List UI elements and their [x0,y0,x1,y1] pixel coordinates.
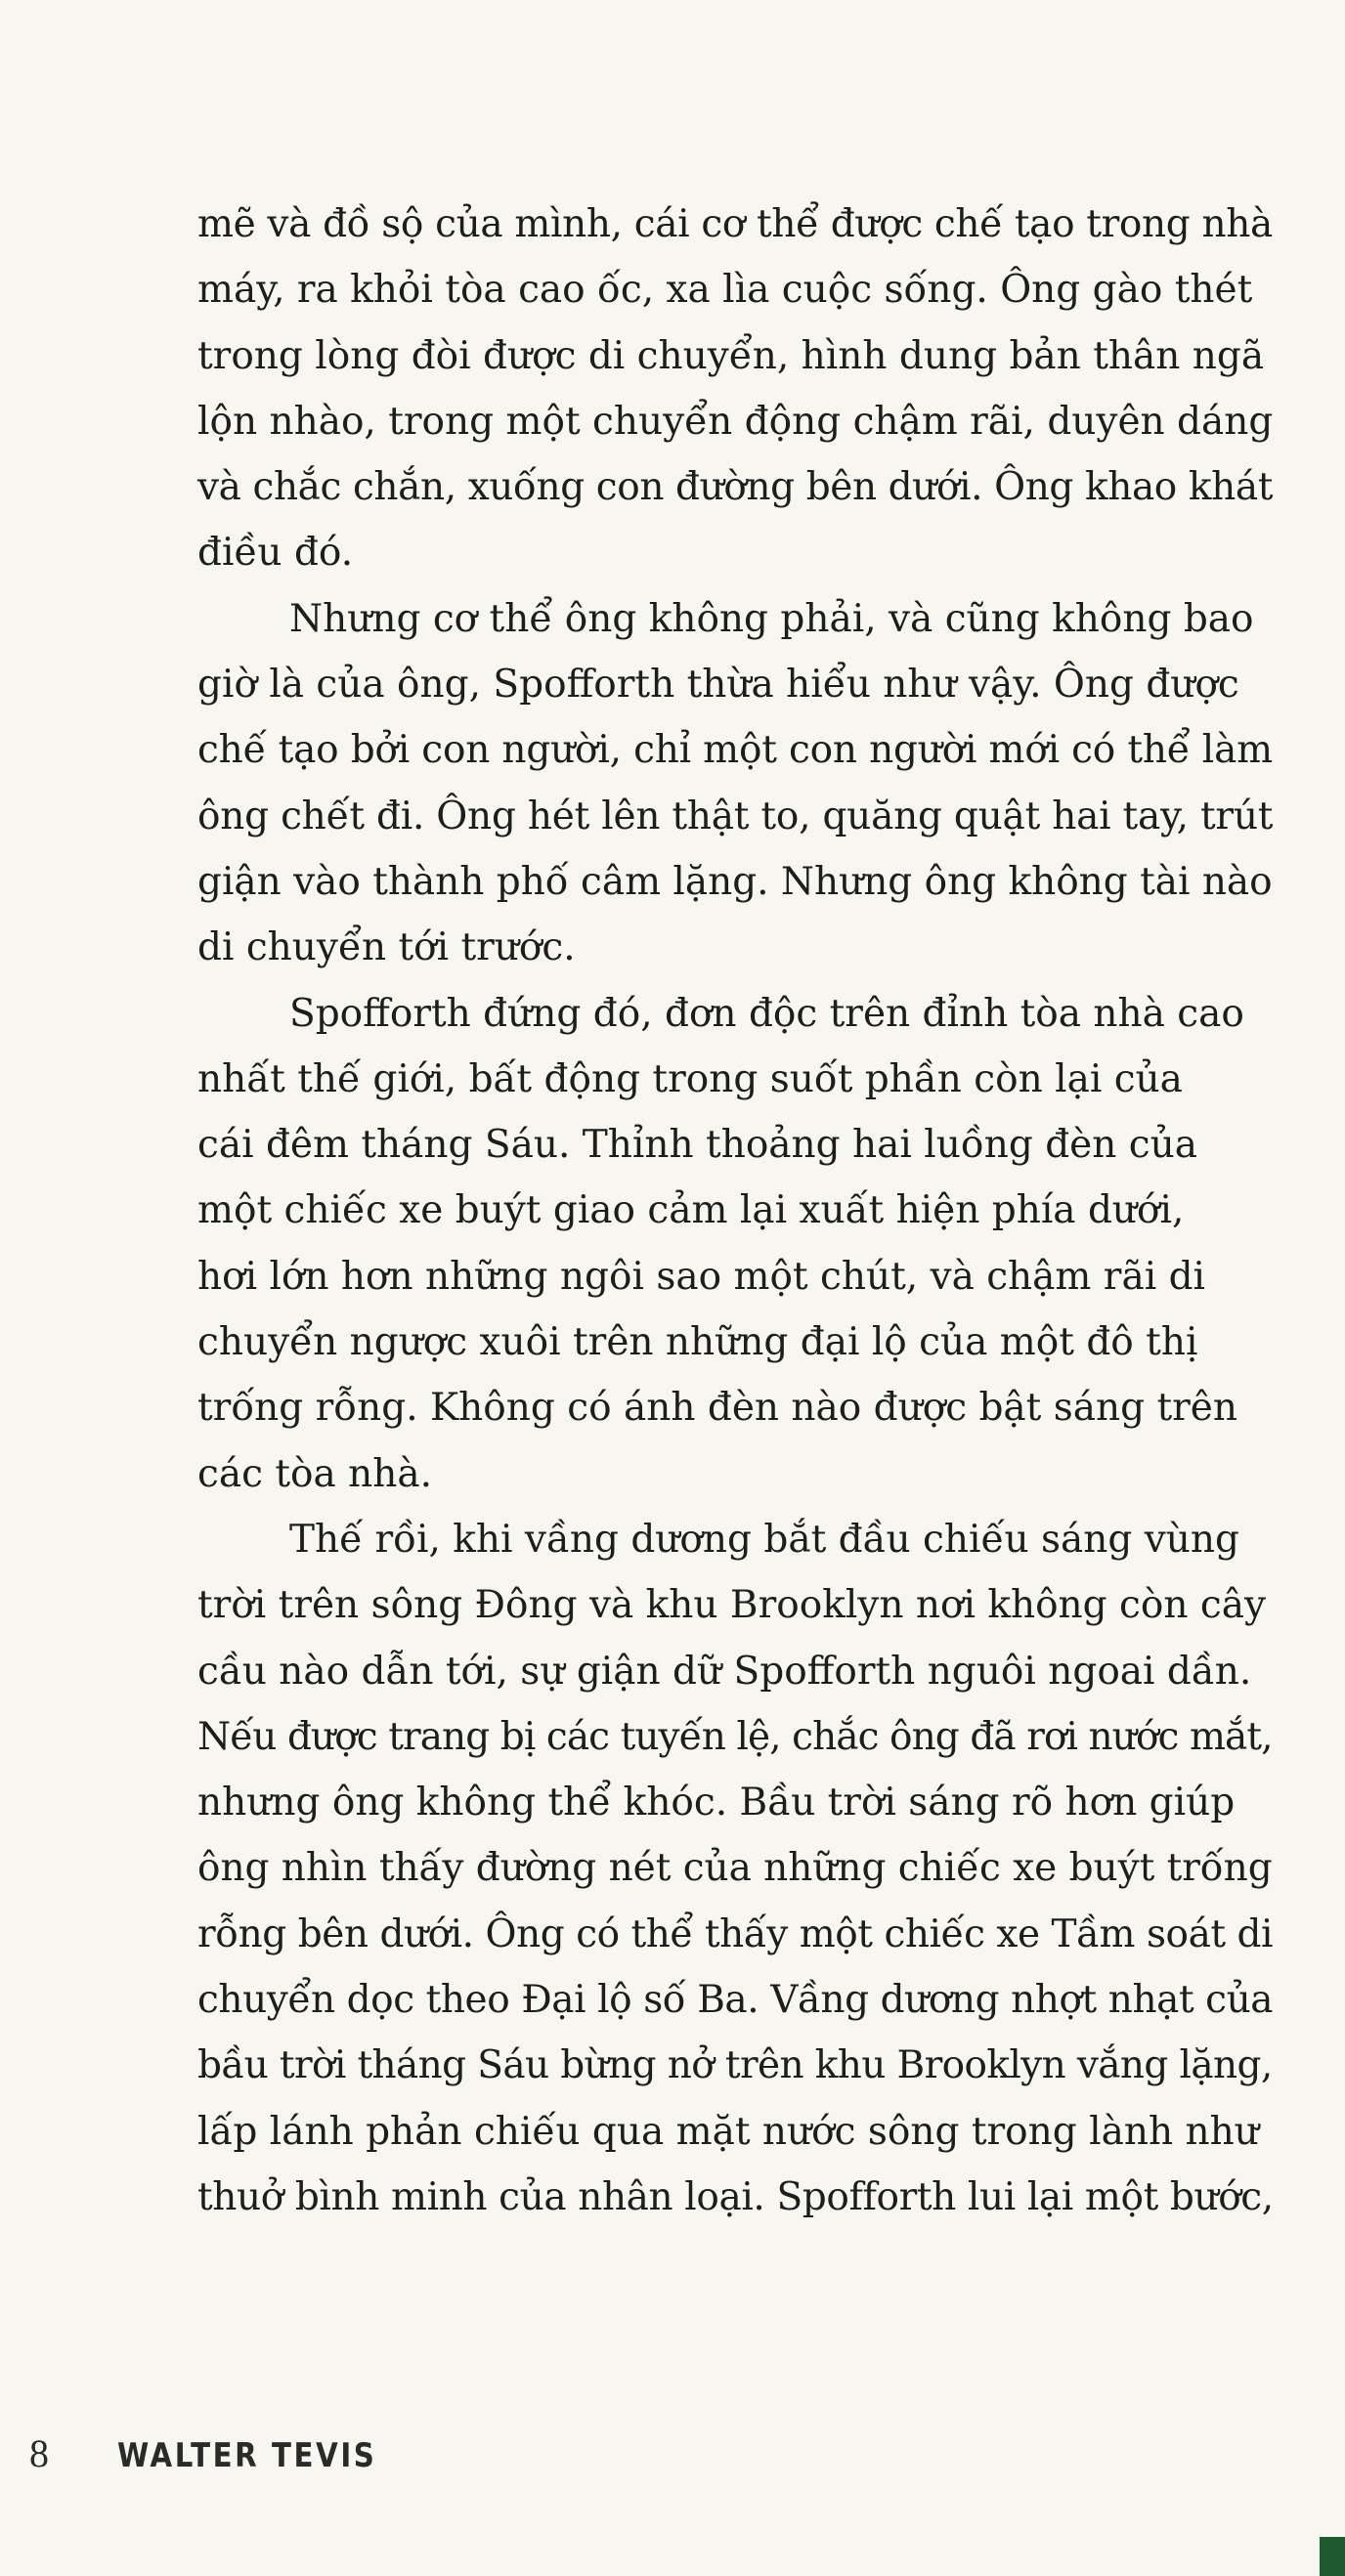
text-line: chuyển dọc theo Đại lộ số Ba. Vầng dương nhợt nhạt của [197,1978,1274,2023]
text-line: máy, ra khỏi tòa cao ốc, xa lìa cuộc sống. Ông gào thét [197,268,1253,313]
paragraph [197,1507,1273,2230]
text-line: nhất thế giới, bất động trong suốt phần còn lại của [197,1056,1183,1101]
text-line: Thế rồi, khi vầng dương bắt đầu chiếu sáng vùng [289,1517,1239,1562]
running-footer-author: WALTER TEVIS [117,2436,377,2475]
text-line: bầu trời tháng Sáu bừng nở trên khu Brooklyn vắng lặng, [197,2043,1273,2088]
text-line: trống rỗng. Không có ánh đèn nào được bật sáng trên [197,1386,1238,1431]
paragraph [197,192,1273,586]
text-line: ông nhìn thấy đường nét của những chiếc xe buýt trống [197,1846,1273,1891]
text-line: trong lòng đòi được di chuyển, hình dung bản thân ngã [197,333,1265,378]
text-line: di chuyển tới trước. [197,925,576,970]
text-line: cầu nào dẫn tới, sự giận dữ Spofforth nguôi ngoai dần. [197,1649,1252,1694]
text-line: các tòa nhà. [197,1451,433,1496]
text-line: thuở bình minh của nhân loại. Spofforth lui lại một bước, [197,2174,1274,2219]
text-line: lộn nhào, trong một chuyển động chậm rãi, duyên dáng [197,399,1274,444]
text-line: giận vào thành phố câm lặng. Nhưng ông không tài nào [197,859,1273,904]
text-line: Spofforth đứng đó, đơn độc trên đỉnh tòa nhà cao [289,991,1244,1036]
text-line: chế tạo bởi con người, chỉ một con người mới có thể làm [197,728,1273,773]
text-line: Nếu được trang bị các tuyến lệ, chắc ông đã rơi nước mắt, [197,1714,1273,1759]
page-number: 8 [29,2431,49,2475]
text-line: chuyển ngược xuôi trên những đại lộ của một đô thị [197,1320,1198,1365]
text-line: rỗng bên dưới. Ông có thể thấy một chiếc xe Tầm soát di [197,1911,1274,1956]
text-line: và chắc chắn, xuống con đường bên dưới. Ông khao khát [197,465,1273,510]
paragraph [197,586,1273,981]
text-line: giờ là của ông, Spofforth thừa hiểu như vậy. Ông được [197,663,1239,708]
text-line: cái đêm tháng Sáu. Thỉnh thoảng hai luồng đèn của [197,1123,1197,1168]
text-line: nhưng ông không thể khóc. Bầu trời sáng rõ hơn giúp [197,1781,1236,1825]
paragraph [197,981,1273,1507]
text-line: điều đó. [197,531,354,576]
corner-edge-mark [1320,2537,1345,2576]
page-footer [29,2430,419,2476]
text-line: một chiếc xe buýt giao cảm lại xuất hiện phía dưới, [197,1188,1185,1233]
text-line: trời trên sông Đông và khu Brooklyn nơi không còn cây [197,1583,1266,1628]
text-line: hơi lớn hơn những ngôi sao một chút, và chậm rãi di [197,1254,1206,1299]
body-text [197,192,1273,2230]
text-line: Nhưng cơ thể ông không phải, và cũng không bao [289,596,1254,641]
text-line: mẽ và đồ sộ của mình, cái cơ thể được chế tạo trong nhà [197,202,1273,246]
text-line: lấp lánh phản chiếu qua mặt nước sông trong lành như [197,2109,1259,2154]
text-line: ông chết đi. Ông hét lên thật to, quăng quật hai tay, trút [197,794,1274,838]
